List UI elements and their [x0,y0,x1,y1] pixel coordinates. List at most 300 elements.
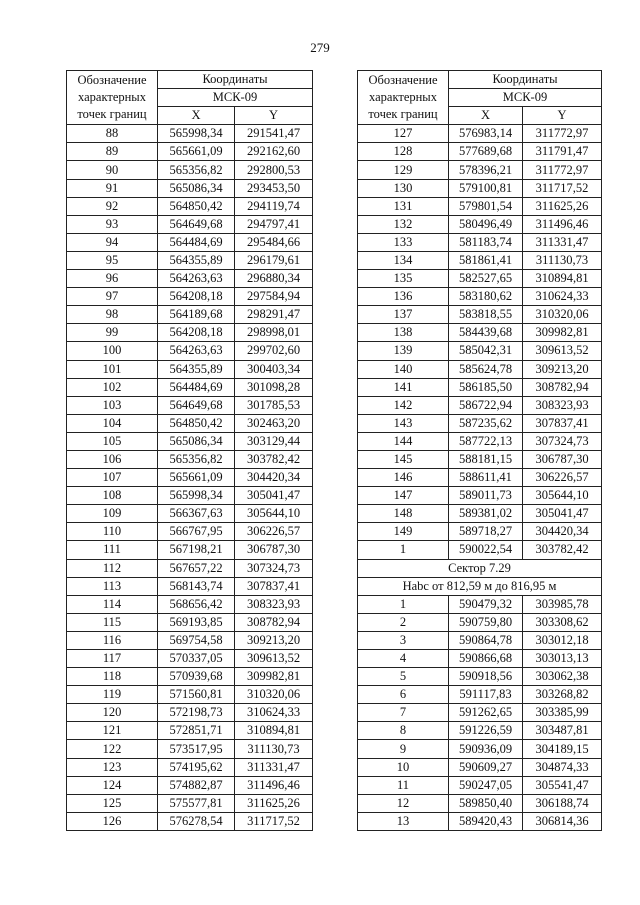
coordinates-header: Координаты [449,71,602,89]
point-number: 118 [67,668,158,686]
x-value: 575577,81 [158,794,235,812]
point-number: 99 [67,324,158,342]
x-value: 591226,59 [449,722,523,740]
y-value: 294119,74 [235,197,313,215]
x-value: 590479,32 [449,595,523,613]
y-value: 311717,52 [523,179,602,197]
y-value: 301785,53 [235,396,313,414]
table-row [67,523,313,541]
table-row [67,650,313,668]
point-number: 112 [67,559,158,577]
x-value: 574882,87 [158,776,235,794]
y-value: 308782,94 [235,613,313,631]
table-row [67,233,313,251]
table-row [358,179,602,197]
table-row [358,432,602,450]
x-value: 581861,41 [449,251,523,269]
point-number: 123 [67,758,158,776]
x-value: 576278,54 [158,812,235,830]
table-row [358,251,602,269]
y-value: 307837,41 [235,577,313,595]
x-value: 564189,68 [158,306,235,324]
y-value: 305541,47 [523,776,602,794]
designation-header [358,71,449,125]
coordinate-system-header: МСК-09 [158,89,313,107]
x-value: 565086,34 [158,179,235,197]
point-number: 102 [67,378,158,396]
point-number: 141 [358,378,449,396]
point-number: 1 [358,595,449,613]
y-value: 311130,73 [235,740,313,758]
table-row [67,288,313,306]
table-row [67,360,313,378]
designation-line-2: характерных [78,90,146,105]
point-number: 120 [67,704,158,722]
table-row [358,306,602,324]
table-row [67,794,313,812]
table-row [358,324,602,342]
y-value: 303782,42 [235,450,313,468]
table-row [67,668,313,686]
table-row [358,125,602,143]
x-value: 589850,40 [449,794,523,812]
point-number: 127 [358,125,449,143]
y-value: 305644,10 [523,487,602,505]
y-value: 304420,34 [235,469,313,487]
point-number: 115 [67,613,158,631]
x-value: 591117,83 [449,686,523,704]
point-number: 103 [67,396,158,414]
point-number: 4 [358,650,449,668]
table-row [67,324,313,342]
x-value: 590609,27 [449,758,523,776]
y-value: 307324,73 [523,432,602,450]
point-number: 105 [67,432,158,450]
x-value: 590864,78 [449,631,523,649]
x-value: 590866,68 [449,650,523,668]
x-value: 564208,18 [158,288,235,306]
table-row [67,758,313,776]
x-column-header: X [158,107,235,125]
table-row [67,487,313,505]
point-number: 91 [67,179,158,197]
designation-header [67,71,158,125]
y-value: 303308,62 [523,613,602,631]
table-row [67,631,313,649]
point-number: 113 [67,577,158,595]
point-number: 96 [67,270,158,288]
x-value: 590936,09 [449,740,523,758]
point-number: 11 [358,776,449,794]
table-row [358,161,602,179]
point-number: 135 [358,270,449,288]
y-value: 305041,47 [235,487,313,505]
point-number: 107 [67,469,158,487]
table-row [358,686,602,704]
y-value: 304189,15 [523,740,602,758]
point-number: 2 [358,613,449,631]
x-value: 565661,09 [158,469,235,487]
point-number: 134 [358,251,449,269]
table-row [67,215,313,233]
y-value: 302463,20 [235,414,313,432]
table-row [358,487,602,505]
point-number: 88 [67,125,158,143]
table-row [358,650,602,668]
designation-line-2: характерных [369,90,437,105]
left-coordinates-table [66,70,313,831]
table-row [358,143,602,161]
y-value: 293453,50 [235,179,313,197]
y-value: 311496,46 [235,776,313,794]
y-value: 311331,47 [235,758,313,776]
table-row [358,631,602,649]
point-number: 12 [358,794,449,812]
table-row [67,251,313,269]
x-value: 568656,42 [158,595,235,613]
table-row [358,668,602,686]
point-number: 94 [67,233,158,251]
x-value: 564484,69 [158,378,235,396]
x-value: 587722,13 [449,432,523,450]
point-number: 140 [358,360,449,378]
y-value: 310894,81 [523,270,602,288]
table-row [358,396,602,414]
y-value: 306814,36 [523,812,602,830]
point-number: 6 [358,686,449,704]
point-number: 13 [358,812,449,830]
point-number: 131 [358,197,449,215]
y-value: 303062,38 [523,668,602,686]
x-value: 569754,58 [158,631,235,649]
table-row [358,360,602,378]
sector-title-row [358,559,602,577]
x-value: 564355,89 [158,360,235,378]
y-value: 308782,94 [523,378,602,396]
y-value: 296179,61 [235,251,313,269]
table-row [358,740,602,758]
y-value: 311625,26 [235,794,313,812]
y-value: 303385,99 [523,704,602,722]
y-value: 299702,60 [235,342,313,360]
sector-range: Нabc от 812,59 м до 816,95 м [358,577,602,595]
designation-line-1: Обозначение [368,73,438,88]
table-row [67,704,313,722]
table-row [67,378,313,396]
point-number: 142 [358,396,449,414]
point-number: 146 [358,469,449,487]
point-number: 97 [67,288,158,306]
x-value: 564649,68 [158,215,235,233]
x-value: 567657,22 [158,559,235,577]
point-number: 124 [67,776,158,794]
point-number: 128 [358,143,449,161]
y-value: 307324,73 [235,559,313,577]
table-row [358,541,602,559]
designation-line-1: Обозначение [77,73,147,88]
x-value: 590918,56 [449,668,523,686]
x-value: 591262,65 [449,704,523,722]
table-row [67,722,313,740]
x-value: 566767,95 [158,523,235,541]
table-row [67,595,313,613]
point-number: 145 [358,450,449,468]
y-value: 311496,46 [523,215,602,233]
y-value: 303985,78 [523,595,602,613]
x-value: 576983,14 [449,125,523,143]
x-value: 586722,94 [449,396,523,414]
x-value: 572198,73 [158,704,235,722]
x-value: 580496,49 [449,215,523,233]
y-value: 304420,34 [523,523,602,541]
y-value: 294797,41 [235,215,313,233]
y-value: 305041,47 [523,505,602,523]
y-value: 291541,47 [235,125,313,143]
y-value: 303782,42 [523,541,602,559]
point-number: 139 [358,342,449,360]
y-value: 310894,81 [235,722,313,740]
point-number: 101 [67,360,158,378]
x-value: 585624,78 [449,360,523,378]
x-value: 565661,09 [158,143,235,161]
y-value: 300403,34 [235,360,313,378]
y-value: 308323,93 [235,595,313,613]
x-value: 588181,15 [449,450,523,468]
sector-range-row [358,577,602,595]
point-number: 110 [67,523,158,541]
y-value: 311130,73 [523,251,602,269]
x-value: 583180,62 [449,288,523,306]
coordinates-header: Координаты [158,71,313,89]
point-number: 119 [67,686,158,704]
y-value: 311772,97 [523,161,602,179]
x-value: 590247,05 [449,776,523,794]
x-value: 565356,82 [158,161,235,179]
y-value: 306787,30 [235,541,313,559]
x-value: 587235,62 [449,414,523,432]
y-value: 306226,57 [235,523,313,541]
x-value: 571560,81 [158,686,235,704]
table-row [358,197,602,215]
table-row [67,740,313,758]
y-value: 298291,47 [235,306,313,324]
x-value: 565356,82 [158,450,235,468]
point-number: 1 [358,541,449,559]
point-number: 144 [358,432,449,450]
table-row [67,396,313,414]
point-number: 143 [358,414,449,432]
table-row [358,270,602,288]
point-number: 114 [67,595,158,613]
x-value: 585042,31 [449,342,523,360]
table-row [358,233,602,251]
table-row [358,450,602,468]
table-row [67,450,313,468]
coordinate-system-header: МСК-09 [449,89,602,107]
y-value: 292162,60 [235,143,313,161]
point-number: 7 [358,704,449,722]
table-row [358,288,602,306]
table-row [67,197,313,215]
y-value: 311717,52 [235,812,313,830]
y-value: 311331,47 [523,233,602,251]
y-value: 292800,53 [235,161,313,179]
table-row [67,812,313,830]
x-column-header: X [449,107,523,125]
x-value: 589718,27 [449,523,523,541]
x-value: 565998,34 [158,487,235,505]
x-value: 569193,85 [158,613,235,631]
table-row [358,794,602,812]
x-value: 588611,41 [449,469,523,487]
x-value: 570939,68 [158,668,235,686]
x-value: 564484,69 [158,233,235,251]
y-value: 303012,18 [523,631,602,649]
table-row [67,776,313,794]
y-value: 310624,33 [523,288,602,306]
x-value: 589011,73 [449,487,523,505]
table-row [358,523,602,541]
x-value: 564263,63 [158,270,235,288]
table-row [67,306,313,324]
point-number: 126 [67,812,158,830]
point-number: 93 [67,215,158,233]
table-row [67,161,313,179]
point-number: 137 [358,306,449,324]
header-row [67,71,313,89]
x-value: 577689,68 [449,143,523,161]
point-number: 106 [67,450,158,468]
header-row [358,71,602,89]
point-number: 130 [358,179,449,197]
point-number: 111 [67,541,158,559]
x-value: 568143,74 [158,577,235,595]
y-value: 311772,97 [523,125,602,143]
table-row [67,270,313,288]
table-row [358,758,602,776]
table-row [358,812,602,830]
table-row [67,143,313,161]
table-row [67,559,313,577]
designation-line-3: точек границ [77,107,147,122]
y-value: 301098,28 [235,378,313,396]
y-column-header: Y [235,107,313,125]
x-value: 572851,71 [158,722,235,740]
x-value: 564208,18 [158,324,235,342]
point-number: 90 [67,161,158,179]
point-number: 10 [358,758,449,776]
point-number: 148 [358,505,449,523]
table-row [358,378,602,396]
table-row [358,469,602,487]
point-number: 136 [358,288,449,306]
x-value: 586185,50 [449,378,523,396]
x-value: 564649,68 [158,396,235,414]
x-value: 579100,81 [449,179,523,197]
y-value: 298998,01 [235,324,313,342]
y-value: 310320,06 [523,306,602,324]
point-number: 108 [67,487,158,505]
x-value: 570337,05 [158,650,235,668]
point-number: 9 [358,740,449,758]
point-number: 122 [67,740,158,758]
y-column-header: Y [523,107,602,125]
y-value: 311625,26 [523,197,602,215]
table-row [67,505,313,523]
y-value: 309982,81 [523,324,602,342]
x-value: 578396,21 [449,161,523,179]
page-number: 279 [310,40,330,55]
x-value: 564850,42 [158,414,235,432]
x-value: 565086,34 [158,432,235,450]
y-value: 303268,82 [523,686,602,704]
table-row [67,577,313,595]
x-value: 582527,65 [449,270,523,288]
point-number: 92 [67,197,158,215]
designation-line-3: точек границ [368,107,438,122]
point-number: 116 [67,631,158,649]
right-coordinates-table [357,70,602,831]
x-value: 565998,34 [158,125,235,143]
x-value: 590759,80 [449,613,523,631]
y-value: 310624,33 [235,704,313,722]
point-number: 121 [67,722,158,740]
point-number: 129 [358,161,449,179]
x-value: 589420,43 [449,812,523,830]
table-row [358,704,602,722]
point-number: 8 [358,722,449,740]
x-value: 579801,54 [449,197,523,215]
table-row [67,613,313,631]
point-number: 89 [67,143,158,161]
x-value: 574195,62 [158,758,235,776]
y-value: 297584,94 [235,288,313,306]
x-value: 583818,55 [449,306,523,324]
point-number: 100 [67,342,158,360]
x-value: 567198,21 [158,541,235,559]
y-value: 309982,81 [235,668,313,686]
table-row [67,469,313,487]
table-row [67,342,313,360]
sector-title: Сектор 7.29 [358,559,602,577]
point-number: 117 [67,650,158,668]
point-number: 133 [358,233,449,251]
point-number: 147 [358,487,449,505]
y-value: 303487,81 [523,722,602,740]
table-row [358,342,602,360]
table-row [358,722,602,740]
point-number: 125 [67,794,158,812]
table-row [67,432,313,450]
point-number: 109 [67,505,158,523]
y-value: 303129,44 [235,432,313,450]
x-value: 581183,74 [449,233,523,251]
table-row [358,595,602,613]
y-value: 310320,06 [235,686,313,704]
point-number: 95 [67,251,158,269]
point-number: 132 [358,215,449,233]
point-number: 104 [67,414,158,432]
y-value: 304874,33 [523,758,602,776]
point-number: 5 [358,668,449,686]
table-row [358,414,602,432]
x-value: 573517,95 [158,740,235,758]
y-value: 308323,93 [523,396,602,414]
y-value: 309213,20 [523,360,602,378]
y-value: 296880,34 [235,270,313,288]
table-row [67,179,313,197]
table-row [67,125,313,143]
